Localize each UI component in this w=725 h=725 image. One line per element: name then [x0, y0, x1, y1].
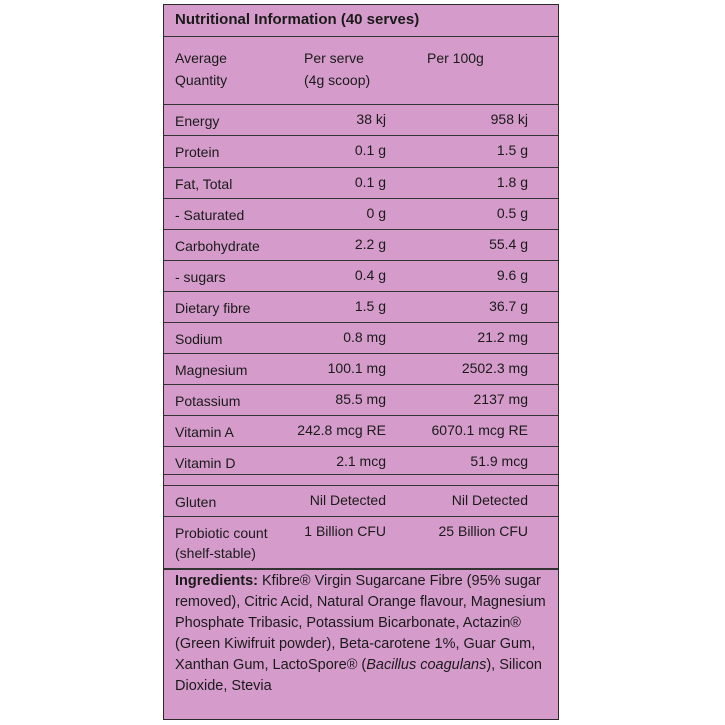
per-serve-value: 0.8 mg [343, 329, 386, 345]
table-row [164, 199, 558, 230]
table-row [164, 385, 558, 416]
nutrient-name: - Saturated [175, 207, 245, 223]
per-serve-value: 2.2 g [354, 236, 386, 252]
ingredients-text [175, 571, 548, 697]
per-100g-value: 2137 mg [473, 391, 528, 407]
nutrient-name: Vitamin D [175, 455, 236, 471]
per-100g-value: 55.4 g [489, 236, 528, 252]
per-100g-value: 51.9 mcg [470, 453, 528, 469]
per-serve-value: 242.8 mcg RE [297, 422, 386, 438]
per-serve-value: 0.1 g [354, 174, 386, 190]
per-serve-value: 0.4 g [354, 267, 386, 283]
per-100g-value: 1.8 g [496, 174, 528, 190]
per-100g-value: 2502.3 mg [461, 360, 528, 376]
per-100g-value: 0.5 g [496, 205, 528, 221]
header-row [164, 37, 558, 105]
header-per-100g: Per 100g [427, 50, 484, 66]
per-serve-value: 0.1 g [354, 142, 386, 158]
per-serve-value: 2.1 mcg [336, 453, 386, 469]
per-serve-value: 85.5 mg [335, 391, 386, 407]
title-row [164, 5, 558, 37]
nutrient-name: Vitamin A [175, 424, 234, 440]
ingredients-italic: Bacillus coagulans [366, 657, 487, 673]
table-row [164, 517, 558, 569]
per-serve-value: 1 Billion CFU [304, 523, 386, 539]
nutrient-name: Sodium [175, 331, 223, 347]
ingredients-part-1: Kfibre® Virgin Sugarcane Fibre (95% sugar removed), Citric Acid, Natural Orange flavour, Magnesium Phosphate Tribasic, Potassium Bicarbonate, Actazin® (Green Kiwifruit powder), Beta-carotene 1%, Guar Gum, Xanthan Gum, LactoSpore® ( [175, 573, 546, 673]
per-100g-value: 1.5 g [496, 142, 528, 158]
ingredients-part-2: ), Silicon Dioxide, Stevia [175, 657, 542, 694]
header-average-quantity: Average Quantity [175, 50, 228, 88]
table-row [164, 230, 558, 261]
nutrient-name: Magnesium [175, 362, 248, 378]
table-row [164, 105, 558, 136]
per-100g-value: 9.6 g [496, 267, 528, 283]
per-100g-value: 36.7 g [489, 298, 528, 314]
nutrient-name: Potassium [175, 393, 241, 409]
per-100g-value: 6070.1 mcg RE [431, 422, 528, 438]
per-100g-value: Nil Detected [451, 492, 528, 508]
nutrient-name: Protein [175, 144, 220, 160]
nutrient-name: - sugars [175, 269, 226, 285]
panel-title: Nutritional Information (40 serves) [175, 11, 420, 28]
per-serve-value: 1.5 g [354, 298, 386, 314]
nutrition-panel [163, 4, 559, 720]
nutrient-name: Fat, Total [175, 176, 233, 192]
table-row [164, 261, 558, 292]
table-divider [164, 569, 558, 570]
table-row [164, 486, 558, 517]
table-row [164, 292, 558, 323]
nutrient-name: Gluten [175, 494, 217, 510]
per-serve-value: 38 kj [356, 111, 386, 127]
per-100g-value: 21.2 mg [477, 329, 528, 345]
nutrient-name: Probiotic count (shelf-stable) [175, 525, 268, 561]
per-100g-value: 958 kj [490, 111, 528, 127]
header-per-serve: Per serve (4g scoop) [304, 50, 371, 88]
table-row [164, 447, 558, 475]
table-row [164, 416, 558, 447]
nutrient-name: Energy [175, 113, 220, 129]
table-divider [164, 475, 558, 486]
table-row [164, 168, 558, 199]
per-serve-value: 100.1 mg [327, 360, 386, 376]
per-serve-value: Nil Detected [309, 492, 386, 508]
per-100g-value: 25 Billion CFU [438, 523, 528, 539]
table-row [164, 354, 558, 385]
per-serve-value: 0 g [366, 205, 386, 221]
nutrient-name: Carbohydrate [175, 238, 260, 254]
ingredients-label: Ingredients: [175, 573, 258, 589]
nutrient-name: Dietary fibre [175, 300, 251, 316]
table-row [164, 136, 558, 168]
table-row [164, 323, 558, 354]
